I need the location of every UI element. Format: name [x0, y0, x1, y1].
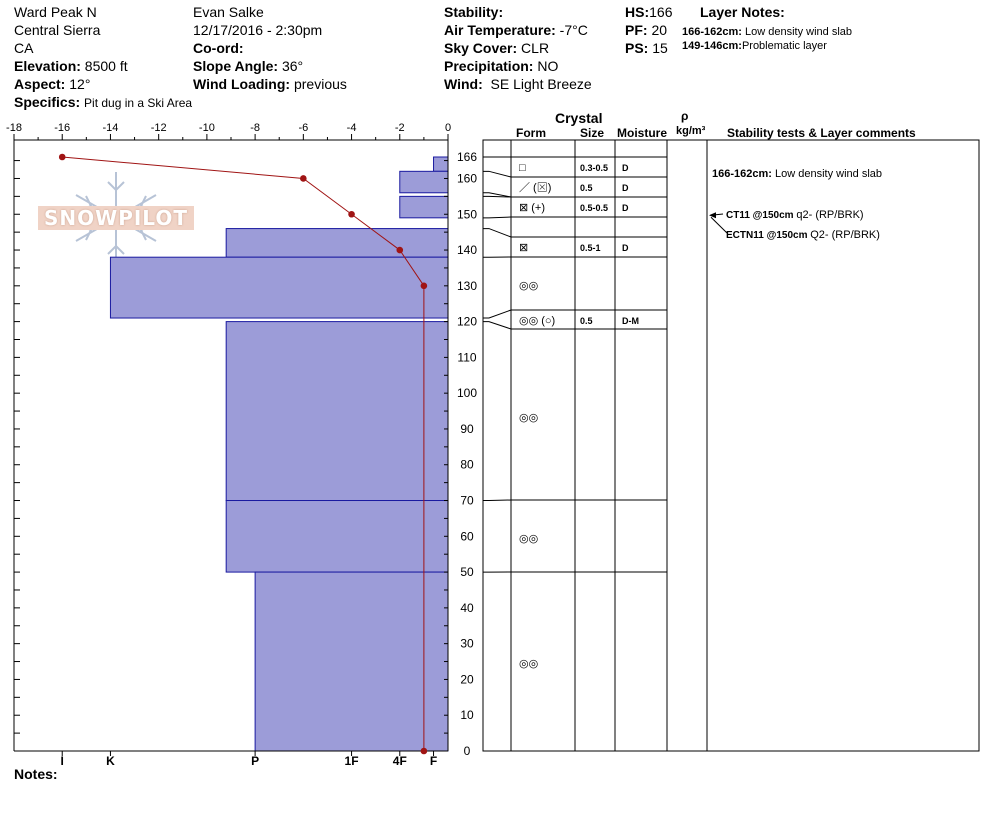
specifics-label: Specifics:	[14, 94, 81, 110]
precip-value: NO	[537, 58, 559, 74]
mountain-range: Central Sierra	[14, 22, 101, 38]
layer-connector	[483, 171, 511, 177]
height-tick-label: 80	[460, 457, 474, 472]
hardness-label: F	[429, 754, 438, 768]
crystal-form: ◎◎	[519, 658, 539, 670]
crystal-form: ／ (⊠)	[519, 182, 552, 194]
test-pointer-line	[711, 217, 727, 233]
crystal-moisture: D	[622, 243, 629, 253]
layer-note-2-text: Problematic layer	[741, 40, 827, 52]
crystal-header: Crystal	[555, 110, 603, 126]
crystal-moisture: D	[622, 183, 629, 193]
hardness-bar	[226, 322, 448, 501]
comment-text: Low density wind slab	[775, 168, 883, 180]
stability-header: Stability tests & Layer comments	[727, 126, 916, 140]
stability-test-comment	[726, 229, 880, 241]
aspect-value: 12°	[69, 76, 91, 92]
sky-label: Sky Cover:	[444, 40, 518, 56]
datetime: 12/17/2016 - 2:30pm	[193, 22, 323, 38]
temp-tick-label: -6	[298, 122, 309, 134]
rho-header: ρ	[681, 109, 689, 123]
temp-tick-label: -12	[150, 122, 167, 134]
hardness-bar	[226, 229, 448, 258]
hardness-bar	[434, 157, 448, 171]
layer-notes-label: Layer Notes:	[700, 4, 785, 20]
location-name: Ward Peak N	[14, 4, 97, 20]
wind-loading-value: previous	[293, 76, 347, 92]
crystal-size: 0.5-1	[580, 243, 601, 253]
height-tick-label: 160	[456, 171, 478, 186]
hardness-label: K	[106, 754, 115, 768]
form-header: Form	[516, 126, 546, 140]
ps-value: 15	[652, 40, 668, 56]
temperature-point	[421, 748, 428, 755]
height-tick-label: 10	[460, 708, 474, 723]
comment-range: 166-162cm:	[712, 168, 775, 180]
height-tick-label: 40	[460, 600, 474, 615]
hs-label: HS:	[625, 4, 650, 20]
height-tick-label: 70	[460, 493, 474, 508]
crystal-form: ◎◎	[519, 533, 539, 545]
stability-test-result: Q2- (RP/BRK)	[810, 229, 880, 241]
slope-label: Slope Angle:	[193, 58, 279, 74]
hardness-bar	[255, 572, 448, 751]
elevation-value: 8500 ft	[84, 58, 128, 74]
layer-connector	[483, 196, 511, 197]
height-tick-label: 150	[456, 207, 478, 222]
density-unit-header: kg/m³	[676, 125, 706, 137]
hardness-bar	[400, 171, 448, 192]
height-tick-label: 60	[460, 529, 474, 544]
stability-test-name: ECTN11 @150cm	[726, 230, 811, 241]
pf-label: PF:	[625, 22, 648, 38]
temperature-point	[348, 211, 355, 218]
temp-tick-label: -18	[6, 122, 22, 134]
coord-label: Co-ord:	[193, 40, 244, 56]
crystal-moisture: D	[622, 163, 629, 173]
hardness-label: 1F	[344, 754, 359, 768]
wind-label: Wind:	[444, 76, 483, 92]
crystal-form: ◎◎ (○)	[519, 315, 556, 327]
layer-note-1-text: Low density wind slab	[745, 26, 853, 38]
height-tick-label: 30	[460, 636, 474, 651]
temp-tick-label: -10	[198, 122, 215, 134]
air-temp-value: -7°C	[559, 22, 588, 38]
elevation-label: Elevation:	[14, 58, 81, 74]
height-tick-label: 110	[457, 350, 477, 365]
height-tick-label: 90	[460, 421, 474, 436]
hardness-label: P	[251, 754, 260, 768]
layer-note-2-range: 149-146cm:	[682, 40, 742, 52]
hs-value: 166	[649, 4, 673, 20]
ps-label: PS:	[625, 40, 649, 56]
crystal-size: 0.3-0.5	[580, 163, 609, 173]
crystal-size: 0.5-0.5	[580, 203, 609, 213]
state: CA	[14, 40, 34, 56]
air-temp-label: Air Temperature:	[444, 22, 556, 38]
layer-connector	[483, 229, 511, 237]
height-tick-label: 140	[456, 243, 478, 258]
temperature-point	[396, 247, 403, 254]
temperature-point	[421, 283, 428, 290]
crystal-size: 0.5	[580, 183, 593, 193]
height-tick-label: 50	[460, 565, 474, 580]
layer-connector	[483, 310, 511, 318]
temp-tick-label: -8	[250, 122, 261, 134]
specifics-value: Pit dug in a Ski Area	[84, 96, 193, 110]
observer: Evan Salke	[193, 4, 264, 20]
size-header: Size	[580, 126, 605, 140]
moisture-header: Moisture	[617, 126, 668, 140]
crystal-form: □	[519, 162, 526, 174]
slope-value: 36°	[281, 58, 304, 74]
stability-test-result: q2- (RP/BRK)	[796, 209, 864, 221]
stability-test-comment	[726, 209, 864, 221]
temp-tick-label: -14	[102, 122, 119, 134]
hardness-bar	[110, 257, 448, 318]
crystal-size: 0.5	[580, 316, 593, 326]
crystal-form: ⊠	[519, 242, 529, 254]
stability-test-name: CT11 @150cm	[726, 210, 797, 221]
temperature-point	[300, 175, 307, 182]
notes-label: Notes:	[14, 766, 58, 782]
hardness-bar	[226, 501, 448, 573]
pf-value: 20	[651, 22, 668, 38]
wind-loading-label: Wind Loading:	[193, 76, 291, 92]
temp-tick-label: -2	[394, 122, 405, 134]
hardness-bar	[400, 196, 448, 217]
hardness-label: I	[60, 754, 64, 768]
layer-connector	[483, 500, 511, 501]
temperature-point	[59, 154, 66, 161]
temp-tick-label: -16	[54, 122, 71, 134]
stability-label: Stability:	[444, 4, 504, 20]
layer-note-1-range: 166-162cm:	[682, 26, 742, 38]
layer-connector	[483, 322, 511, 329]
height-tick-label: 166	[456, 150, 478, 164]
height-tick-label: 120	[456, 314, 478, 329]
crystal-form: ◎◎	[519, 280, 539, 292]
height-tick-label: 100	[456, 386, 478, 401]
crystal-form: ⊠ (+)	[519, 202, 546, 214]
comment-wind-slab	[712, 168, 882, 180]
crystal-moisture: D-M	[622, 316, 639, 326]
snowpilot-logo-text: SNOWPILOT	[38, 206, 194, 230]
temp-tick-label: -4	[346, 122, 357, 134]
crystal-moisture: D	[622, 203, 629, 213]
hardness-label: 4F	[392, 754, 407, 768]
test-pointer-arrow	[709, 212, 716, 218]
height-tick-label: 0	[463, 744, 471, 758]
sky-value: CLR	[521, 40, 550, 56]
wind-value: SE Light Breeze	[490, 76, 592, 92]
aspect-label: Aspect:	[14, 76, 66, 92]
layer-connector	[483, 217, 511, 218]
height-tick-label: 20	[460, 672, 474, 687]
crystal-form: ◎◎	[519, 412, 539, 424]
height-tick-label: 130	[456, 278, 478, 293]
temp-tick-label: 0	[444, 122, 452, 134]
precip-label: Precipitation:	[444, 58, 534, 74]
